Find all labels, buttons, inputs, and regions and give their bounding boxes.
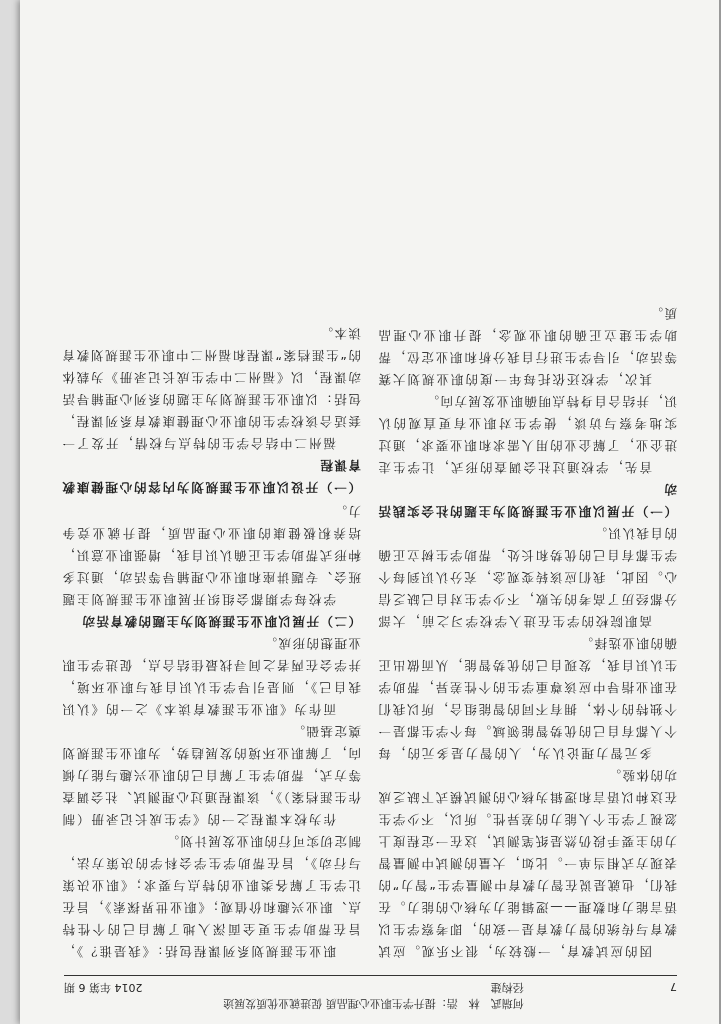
page-inner [20, 0, 721, 1024]
paragraph: 其次，学校还依托每年一度的职业规划大赛等活动，引导学生进行自我分析和职业定位，帮助学生建立正确的职业观念，提升职业心理品质。 [377, 306, 677, 387]
rotated-content [20, 0, 721, 1024]
paragraph: 多元智力理论认为，人的智力是多元的，每个人都有自己的优势智能领域。每个学生都是一个独特的个体，拥有不同的智能组合，所以我们在职业指导中应该尊重学生的个性差异，帮助学生认识自我，发现自己的优势智能，从而做出正确的职业选择。 [377, 636, 677, 761]
left-column [377, 302, 677, 962]
section-heading: （一）开设以职业生涯规划为内容的心理健康教育课程 [61, 458, 361, 495]
paragraph: 而作为《职业生涯教育读本》之一的《认识我自己》，则是引导学生认识自我与职业环境，并学会在两者之间寻找最佳结合点，促进学生职业理想的形成。 [61, 636, 361, 717]
right-column [61, 322, 361, 962]
paragraph: 高职院校的学生在进入学校学习之前，大部分都经历了高考的失败，不少学生对自己缺乏信心。因此，我们应该转变观念，充分认识到每个学生都有自己的优势和长处，帮助学生树立正确的自我认识。 [377, 526, 677, 629]
issue-label: 2014 年第 6 期 [64, 981, 143, 994]
document-page [20, 0, 721, 1024]
page-number: 7 [670, 980, 677, 993]
subsection-heading: （二）开展以职业生涯规划为主题的教育活动 [80, 614, 361, 629]
subsection-heading: （一）开展以职业生涯规划为主题的社会实践活动 [377, 482, 677, 519]
paragraph: 首先，学校通过社会调查的形式，让学生走进企业，了解企业的用人需求和职业要求，通过实地考察与访谈，使学生对职业有更直观的认识，并结合自身特点明确职业发展方向。 [377, 394, 677, 475]
paragraph: 学校每学期都会组织开展职业生涯规划主题班会、专题讲座和职业心理辅导等活动，通过多种形式帮助学生正确认识自我，增强职业意识，培养积极健康的职业心理品质，提升就业竞争力。 [61, 504, 361, 607]
running-header [64, 975, 677, 1010]
paragraph: 福州二中结合学生的特点与校情，开发了一套适合该校学生的职业心理健康教育系列课程，包括：以职业生涯规划为主题的系列心理辅导活动课程，以《福州二中学生成长记录册》为载体的“生涯档案”课程和福州二中职业生涯规划教育读本。 [61, 326, 361, 451]
article-title-header: 何瑞武 林 浩：提升学生职业心理品质 促进就业优质发展途径构建 [223, 981, 524, 1010]
paragraph: 因的应试教育，一般较为，很不乐观。应试教育与传统的智力教育是一致的，即考察学生以语言能力和数理——逻辑能力为核心的能力。在我们，也就是说在智力教育中测量学生“智力”的表现方式相当单一。比如，大量的测试中测量智力的主要手段仍然是纸笔测试，这在一定程度上忽视了学生个人能力的差异性。所以，不少学生在这种以语言和逻辑为核心的测试模式下缺乏成功的体验。 [377, 768, 677, 959]
paragraph: 职业生涯规划系列课程包括：《我是谁？》，旨在帮助学生更全面深入地了解自己的个性特点、职业兴趣和价值观；《职业世界探索》，旨在让学生了解各类职业的特点与要求；《职业决策与行动》，旨在帮助学生学会科学的决策方法，制定切实可行的职业发展计划。 [61, 834, 361, 959]
paragraph: 作为校本课程之一的《学生成长记录册（制作生涯档案）》，该课程通过心理测试、社会调查等方式，帮助学生了解自己的职业兴趣与能力倾向，了解职业环境的发展趋势，为职业生涯规划奠定基础。 [61, 724, 361, 827]
